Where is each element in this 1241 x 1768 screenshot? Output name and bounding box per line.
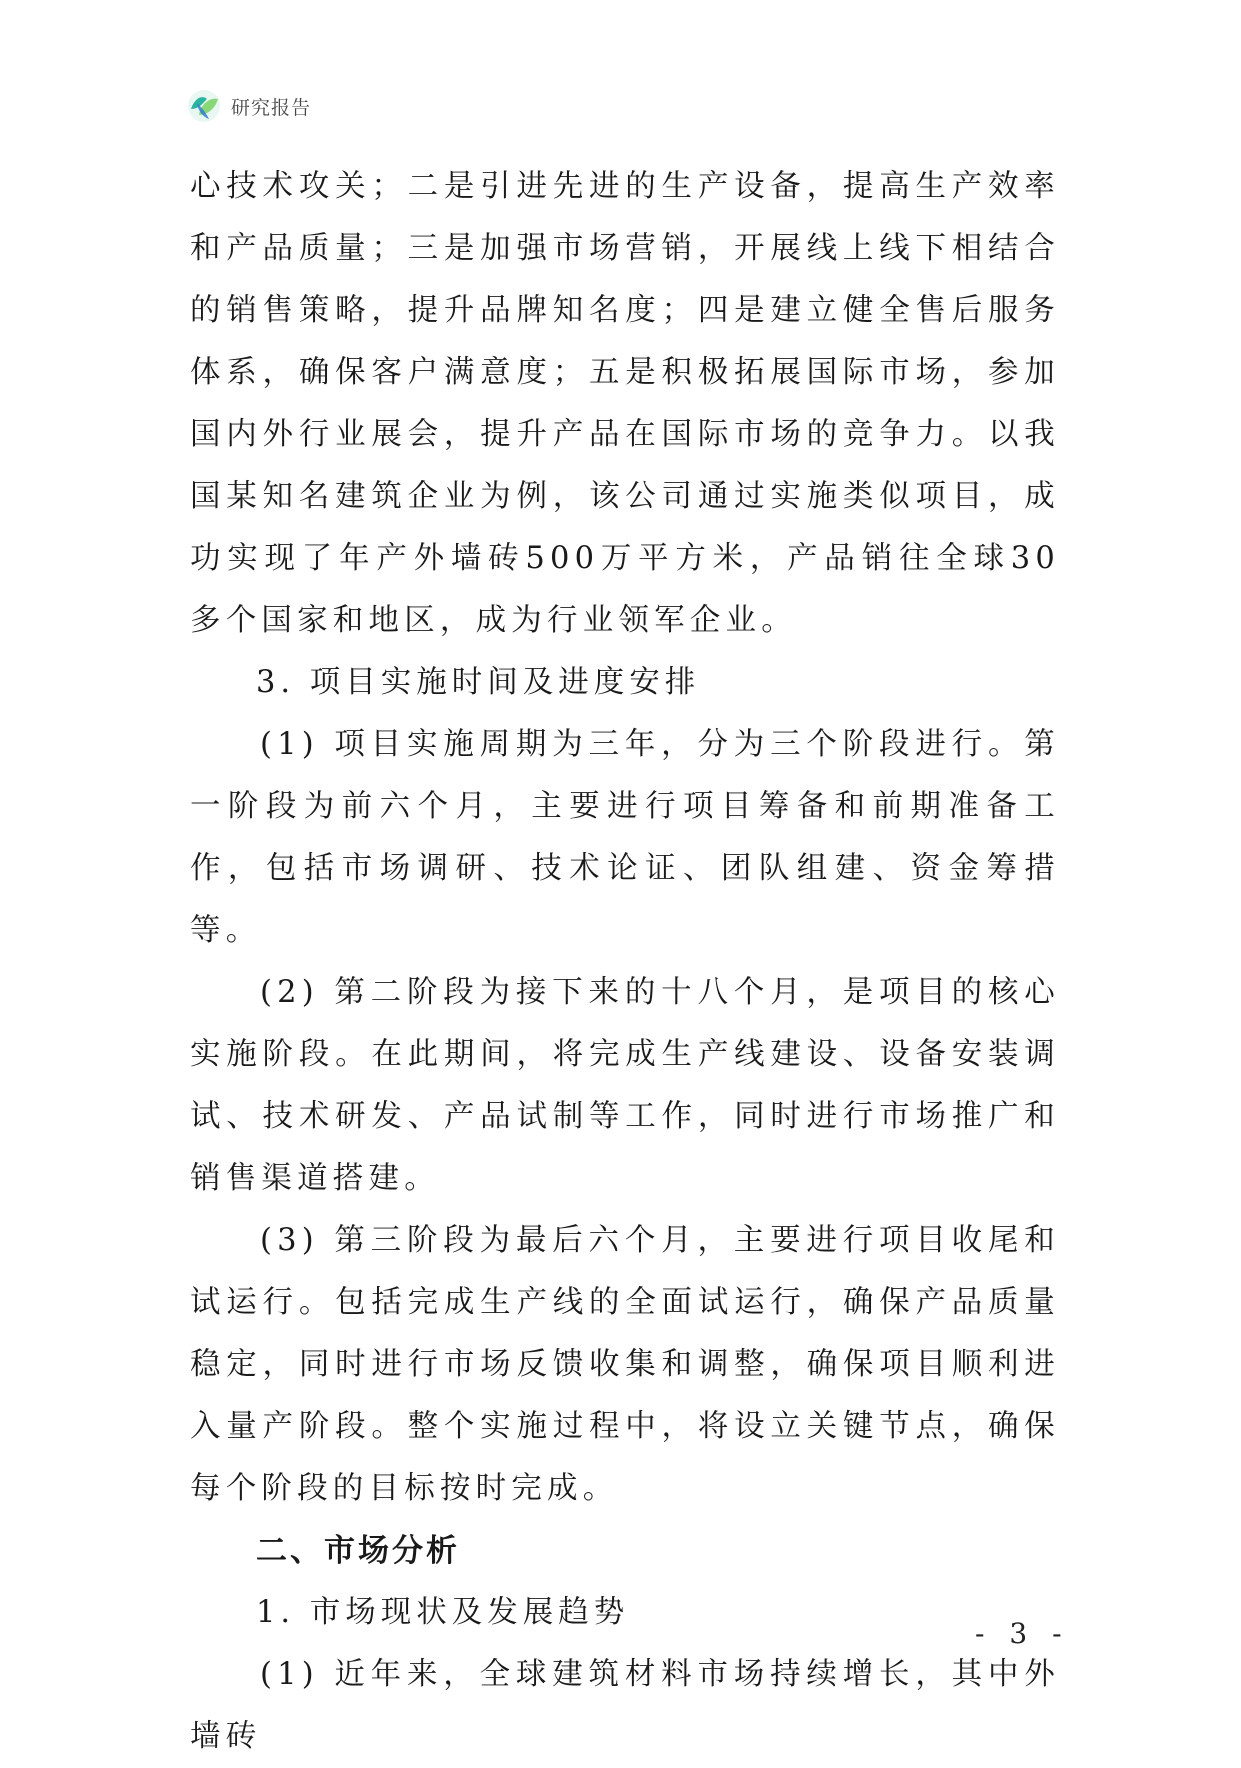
header-title: 研究报告 — [231, 96, 312, 119]
paragraph-continuation: 心技术攻关；二是引进先进的生产设备，提高生产效率和产品质量；三是加强市场营销，开展线上线下相结合的销售策略，提升品牌知名度；四是建立健全售后服务体系，确保客户满意度；五是积极拓展国际市场，参加国内外行业展会，提升产品在国际市场的竞争力。以我国某知名建筑企业为例，该公司通过实施类似项目，成功实现了年产外墙砖500万平方米，产品销往全球30多个国家和地区，成为行业领军企业。 — [190, 169, 1060, 638]
brand-leaf-logo-icon — [187, 89, 221, 123]
paragraph-market-growth: (1) 近年来，全球建筑材料市场持续增长，其中外墙砖 — [190, 1657, 1060, 1754]
paragraph-phase-1: (1) 项目实施周期为三年，分为三个阶段进行。第一阶段为前六个月，主要进行项目筹备和前期准备工作，包括市场调研、技术论证、团队组建、资金筹措等。 — [190, 727, 1060, 948]
paragraph-phase-3: (3) 第三阶段为最后六个月，主要进行项目收尾和试运行。包括完成生产线的全面试运行，确保产品质量稳定，同时进行市场反馈收集和调整，确保项目顺利进入量产阶段。整个实施过程中，将设立关键节点，确保每个阶段的目标按时完成。 — [190, 1223, 1060, 1506]
chapter-heading-market-analysis: 二、市场分析 — [256, 1533, 460, 1569]
document-body — [190, 156, 1060, 1768]
section-heading-market-status: 1. 市场现状及发展趋势 — [256, 1595, 630, 1630]
page-number: - 3 - — [975, 1617, 1070, 1650]
paragraph-phase-2: (2) 第二阶段为接下来的十八个月，是项目的核心实施阶段。在此期间，将完成生产线建设、设备安装调试、技术研发、产品试制等工作，同时进行市场推广和销售渠道搭建。 — [190, 975, 1060, 1196]
page-header — [187, 88, 311, 124]
section-heading-implementation-schedule: 3. 项目实施时间及进度安排 — [256, 665, 701, 700]
